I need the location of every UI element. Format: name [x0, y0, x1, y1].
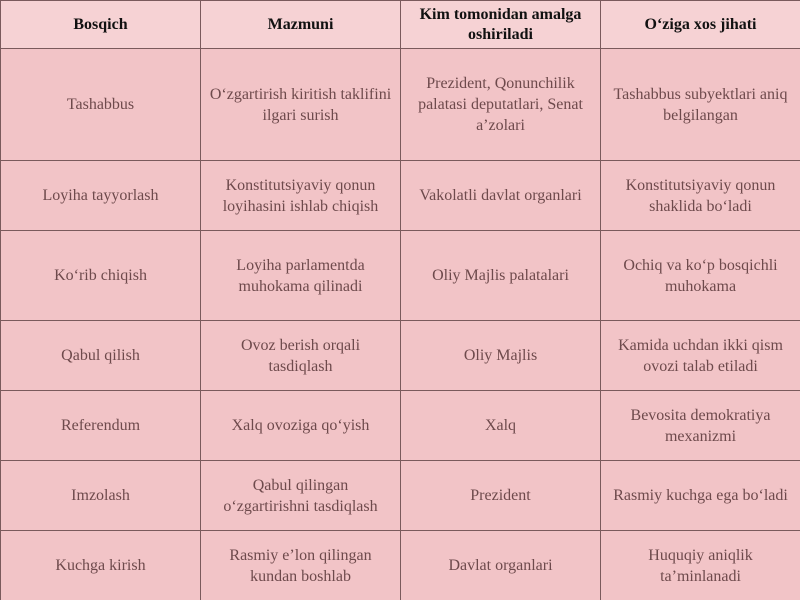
header-stage: Bosqich — [1, 1, 201, 49]
header-feature: O‘ziga xos jihati — [601, 1, 800, 49]
header-content: Mazmuni — [201, 1, 401, 49]
table-row — [1, 531, 800, 600]
table-row — [1, 161, 800, 231]
table-row — [1, 461, 800, 531]
cell-content: O‘zgartirish kiritish taklifini ilgari surish — [201, 49, 401, 161]
table-row — [1, 391, 800, 461]
cell-feature: Ochiq va ko‘p bosqichli muhokama — [601, 231, 800, 321]
cell-performer: Vakolatli davlat organlari — [401, 161, 601, 231]
cell-performer: Prezident — [401, 461, 601, 531]
cell-feature: Kamida uchdan ikki qism ovozi talab etiladi — [601, 321, 800, 391]
table-row — [1, 49, 800, 161]
cell-content: Konstitutsiyaviy qonun loyihasini ishlab chiqish — [201, 161, 401, 231]
cell-stage: Imzolash — [1, 461, 201, 531]
cell-feature: Huquqiy aniqlik ta’minlanadi — [601, 531, 800, 600]
cell-feature: Tashabbus subyektlari aniq belgilangan — [601, 49, 800, 161]
cell-stage: Kuchga kirish — [1, 531, 201, 600]
cell-stage: Tashabbus — [1, 49, 201, 161]
cell-content: Qabul qilingan o‘zgartirishni tasdiqlash — [201, 461, 401, 531]
table-header-row — [1, 1, 800, 49]
cell-performer: Davlat organlari — [401, 531, 601, 600]
header-performer: Kim tomonidan amalga oshiriladi — [401, 1, 601, 49]
cell-feature: Konstitutsiyaviy qonun shaklida bo‘ladi — [601, 161, 800, 231]
cell-performer: Oliy Majlis — [401, 321, 601, 391]
cell-stage: Ko‘rib chiqish — [1, 231, 201, 321]
table-row — [1, 231, 800, 321]
cell-content: Loyiha parlamentda muhokama qilinadi — [201, 231, 401, 321]
cell-performer: Prezident, Qonunchilik palatasi deputatlari, Senat a’zolari — [401, 49, 601, 161]
table-row — [1, 321, 800, 391]
cell-feature: Rasmiy kuchga ega bo‘ladi — [601, 461, 800, 531]
cell-content: Ovoz berish orqali tasdiqlash — [201, 321, 401, 391]
cell-feature: Bevosita demokratiya mexanizmi — [601, 391, 800, 461]
cell-content: Rasmiy e’lon qilingan kundan boshlab — [201, 531, 401, 600]
cell-stage: Qabul qilish — [1, 321, 201, 391]
cell-stage: Loyiha tayyorlash — [1, 161, 201, 231]
cell-performer: Xalq — [401, 391, 601, 461]
cell-performer: Oliy Majlis palatalari — [401, 231, 601, 321]
cell-stage: Referendum — [1, 391, 201, 461]
cell-content: Xalq ovoziga qo‘yish — [201, 391, 401, 461]
